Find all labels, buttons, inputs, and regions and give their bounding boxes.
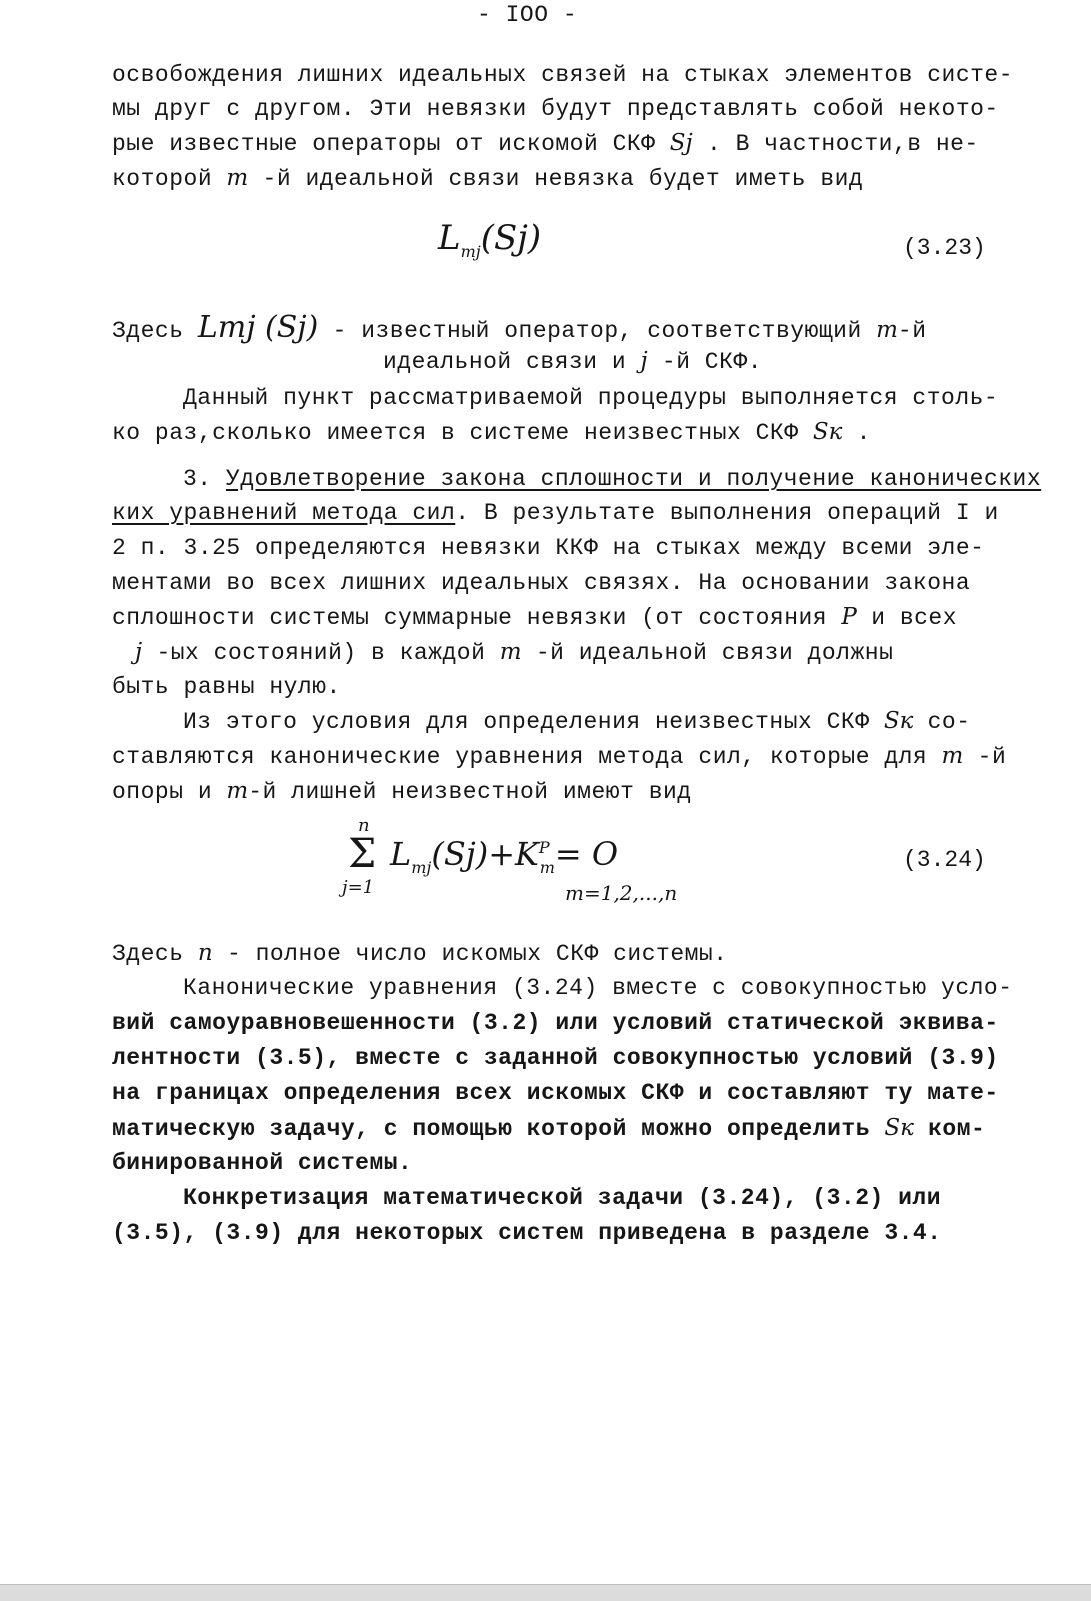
text-span: -й идеальной связи невязка будет иметь вид (248, 166, 864, 192)
symbol-m: m (876, 317, 898, 343)
text-line-19 (112, 938, 728, 969)
text-span: -й (963, 744, 1007, 770)
text-line-4 (112, 163, 863, 194)
equation-number-3-23: (3.23) (903, 235, 986, 261)
symbol-j: j (135, 639, 143, 665)
text-span: -й идеальной связи должны (521, 640, 894, 666)
text-line-16 (183, 706, 971, 737)
text-span: опоры и (112, 779, 227, 805)
text-line-12: ментами во всех лишних идеальных связях. На основании закона (112, 570, 971, 596)
symbol-j: j (640, 348, 648, 374)
text-line-6 (383, 346, 762, 377)
eq-arg: (Sj) (431, 835, 489, 873)
text-line-20: Канонические уравнения (3.24) вместе с совокупностью усло- (183, 975, 1013, 1001)
equation-number-3-24: (3.24) (903, 847, 986, 873)
eq-body (390, 835, 619, 877)
equation-3-24 (340, 815, 760, 915)
text-span: -ых состояний) в каждой (142, 640, 500, 666)
text-line-25: бинированной системы. (112, 1150, 413, 1176)
text-span: которой (112, 166, 227, 192)
symbol-m: m (226, 778, 249, 804)
text-line-13 (112, 602, 957, 633)
eq-k: K (515, 835, 539, 873)
symbol-m: m (941, 743, 964, 769)
page-number: - IOO - (477, 2, 578, 28)
eq-sigma: Σ (348, 831, 377, 877)
eq-sub-mj: mj (411, 858, 432, 877)
symbol-sk: Sк (884, 1115, 914, 1141)
section-heading: Удовлетворение закона сплошности и получение канонических (225, 466, 1042, 492)
text-span: Из этого условия для определения неизвестных СКФ (183, 709, 884, 735)
text-line-21: вий самоуравновешенности (3.2) или условий статической эквива- (112, 1010, 999, 1036)
text-span: ко раз,сколько имеется в системе неизвестных СКФ (112, 420, 813, 446)
section-heading-cont: ких уравнений метода сил (112, 500, 456, 526)
text-line-17 (112, 741, 1006, 772)
eq-k-sup: P (538, 838, 550, 857)
scan-bottom-edge (0, 1584, 1091, 1601)
eq-operator-L: L (438, 218, 461, 258)
text-line-2: мы друг с другом. Эти невязки будут представлять собой некото- (112, 96, 999, 122)
text-line-7: Данный пункт рассматриваемой процедуры выполняется столь- (183, 385, 999, 411)
text-line-27: (3.5), (3.9) для некоторых систем приведена в разделе 3.4. (112, 1220, 942, 1246)
symbol-sk: Sк (883, 708, 914, 734)
text-line-14 (135, 637, 893, 668)
text-span: Здесь (112, 941, 198, 967)
text-line-10 (112, 498, 999, 528)
text-span: -й (897, 318, 927, 344)
text-span: . В результате выполнения операций I и (455, 500, 999, 526)
text-line-18 (112, 776, 692, 807)
eq-sum-top: n (358, 815, 370, 836)
text-line-9 (183, 464, 1041, 494)
text-span: - полное число искомых СКФ системы. (212, 941, 728, 967)
text-span: идеальной связи и (383, 349, 641, 375)
text-line-15: быть равны нулю. (112, 674, 341, 700)
eq-arg: (Sj) (480, 218, 542, 258)
section-number: 3. (183, 466, 226, 492)
text-span: сплошности системы суммарные невязки (от состояния (112, 605, 842, 631)
text-span: ком- (913, 1116, 986, 1142)
text-line-3 (112, 128, 979, 159)
text-span: -й лишней неизвестной имеют вид (248, 779, 692, 805)
symbol-m: m (499, 639, 522, 665)
symbol-p: P (841, 604, 857, 630)
text-line-11: 2 п. 3.25 определяются невязки ККФ на стыках между всеми эле- (112, 535, 985, 561)
text-line-26: Конкретизация математической задачи (3.24), (3.2) или (183, 1185, 942, 1211)
symbol-sk: Sк (812, 419, 843, 445)
text-span: Здесь (112, 318, 198, 344)
eq-rhs: = O (554, 835, 619, 873)
text-line-5 (112, 310, 927, 346)
text-span: рые известные операторы от искомой СКФ (112, 131, 670, 157)
text-line-8 (112, 417, 871, 448)
text-span: . В частности,в не- (692, 131, 979, 157)
eq-operator-L: L (390, 835, 412, 873)
eq-sum-bottom: j=1 (342, 877, 375, 898)
text-span: ставляются канонические уравнения метода сил, которые для (112, 744, 942, 770)
eq-plus: + (488, 835, 516, 873)
text-span: - известный оператор, соответствующий (318, 318, 877, 344)
text-span: и всех (856, 605, 958, 631)
symbol-m: m (226, 165, 249, 191)
text-line-23: на границах определения всех искомых СКФ и составляют ту мате- (112, 1080, 999, 1106)
symbol-lmj: Lmj (Sj) (197, 310, 319, 345)
text-span: матическую задачу, с помощью которой можно определить (112, 1116, 885, 1142)
eq-k-sub: m (539, 858, 555, 877)
text-span: со- (913, 709, 971, 735)
text-span: . (842, 420, 871, 446)
text-line-1: освобождения лишних идеальных связей на стыках элементов систе- (112, 62, 1014, 88)
eq-range: m=1,2,...,n (565, 881, 678, 905)
eq-sub-mj: mj (460, 242, 481, 261)
text-line-24 (112, 1113, 985, 1144)
symbol-n: n (197, 940, 213, 966)
text-span: -й СКФ. (647, 349, 763, 375)
equation-3-23 (438, 218, 542, 261)
symbol-sj: Sj (669, 130, 693, 156)
text-line-22: лентности (3.5), вместе с заданной совокупностью условий (3.9) (112, 1045, 999, 1071)
